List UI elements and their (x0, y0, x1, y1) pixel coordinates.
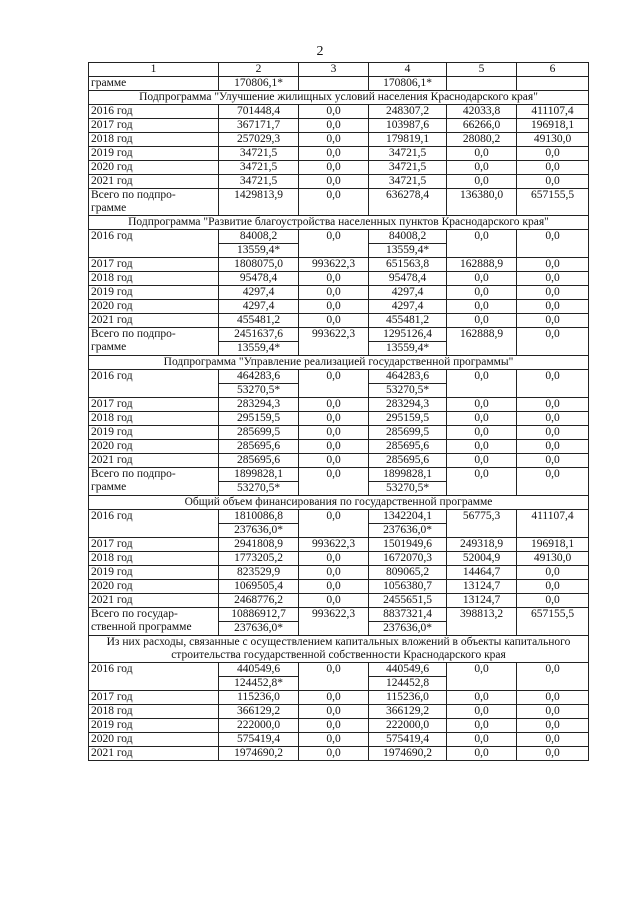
cell-note-value: 53270,5* (219, 481, 299, 495)
cell-c3: 993622,3 (299, 538, 369, 552)
cell-c6: 0,0 (517, 258, 589, 272)
cell-c3: 0,0 (299, 230, 369, 258)
cell-c2: 1429813,9 (219, 189, 299, 216)
cell-c4: 170806,1* (369, 77, 447, 91)
cell-c6: 0,0 (517, 286, 589, 300)
cell-c5: 0,0 (447, 440, 517, 454)
table-row (89, 258, 589, 272)
cell-c2: 1808075,0 (219, 258, 299, 272)
col-header-5: 5 (447, 63, 517, 77)
cell-c4: 636278,4 (369, 189, 447, 216)
row-label: Всего по государ- ственной программе (89, 608, 219, 636)
row-label: 2016 год (89, 370, 219, 398)
cell-c3: 0,0 (299, 719, 369, 733)
cell-note-value: 13559,4* (369, 341, 447, 355)
cell-c3: 0,0 (299, 189, 369, 216)
section-title-row (89, 496, 589, 510)
table-row (89, 161, 589, 175)
cell-value: 464283,6 (236, 370, 281, 382)
cell-c6: 0,0 (517, 719, 589, 733)
cell-c2: 222000,0 (219, 719, 299, 733)
cell-c6: 196918,1 (517, 119, 589, 133)
table-row (89, 705, 589, 719)
cell-value: 2451637,6 (234, 328, 283, 340)
cell-c3: 0,0 (299, 398, 369, 412)
table-row (89, 594, 589, 608)
row-label: 2017 год (89, 119, 219, 133)
cell-c3: 993622,3 (299, 328, 369, 356)
row-label: 2018 год (89, 705, 219, 719)
cell-c6: 0,0 (517, 691, 589, 705)
table-row (89, 719, 589, 733)
cell-c6: 0,0 (517, 230, 589, 258)
cell-c4: 115236,0 (369, 691, 447, 705)
cell-c5: 0,0 (447, 747, 517, 761)
row-label: 2017 год (89, 691, 219, 705)
row-label: 2021 год (89, 594, 219, 608)
cell-c5: 0,0 (447, 691, 517, 705)
cell-c3: 0,0 (299, 272, 369, 286)
cell-c3: 0,0 (299, 510, 369, 538)
cell-c4: 222000,0 (369, 719, 447, 733)
section-title: Общий объем финансирования по государственной программе (89, 496, 589, 510)
cell-c4: 34721,5 (369, 175, 447, 189)
cell-c3: 0,0 (299, 552, 369, 566)
cell-c4: 809065,2 (369, 566, 447, 580)
cell-c2 (219, 328, 299, 356)
row-label: 2020 год (89, 440, 219, 454)
cell-c6: 0,0 (517, 370, 589, 398)
table-row (89, 552, 589, 566)
cell-c3: 0,0 (299, 566, 369, 580)
cell-c5: 0,0 (447, 468, 517, 496)
table-row (89, 314, 589, 328)
section-title-row (89, 216, 589, 230)
row-label: 2017 год (89, 398, 219, 412)
table-row (89, 286, 589, 300)
cell-c6: 411107,4 (517, 105, 589, 119)
cell-c5: 0,0 (447, 314, 517, 328)
cell-c2: 257029,3 (219, 133, 299, 147)
cell-note-value: 53270,5* (369, 383, 447, 397)
header-row (89, 63, 589, 77)
cell-c2: 285695,6 (219, 454, 299, 468)
row-label: 2018 год (89, 272, 219, 286)
table-row (89, 747, 589, 761)
cell-c3: 0,0 (299, 454, 369, 468)
cell-note-value: 53270,5* (219, 383, 299, 397)
row-label: 2019 год (89, 147, 219, 161)
cell-c4: 285695,6 (369, 440, 447, 454)
cell-value: 84008,2 (239, 230, 278, 242)
row-label: 2016 год (89, 230, 219, 258)
row-label: Всего по подпро- грамме (89, 189, 219, 216)
cell-note-value: 13559,4* (369, 243, 447, 257)
table-row (89, 510, 589, 538)
cell-c5: 0,0 (447, 230, 517, 258)
cell-c3: 0,0 (299, 594, 369, 608)
cell-c6: 0,0 (517, 733, 589, 747)
cell-c2: 285695,6 (219, 440, 299, 454)
cell-c3: 0,0 (299, 426, 369, 440)
table-row (89, 412, 589, 426)
cell-c5: 13124,7 (447, 580, 517, 594)
cell-c5: 0,0 (447, 398, 517, 412)
cell-c3: 0,0 (299, 161, 369, 175)
cell-c4: 285695,6 (369, 454, 447, 468)
cell-c4: 103987,6 (369, 119, 447, 133)
cell-c4: 34721,5 (369, 161, 447, 175)
cell-c2 (219, 230, 299, 258)
cell-c6: 0,0 (517, 426, 589, 440)
col-header-1: 1 (89, 63, 219, 77)
cell-c5: 0,0 (447, 454, 517, 468)
table-row (89, 147, 589, 161)
cell-c4 (369, 663, 447, 691)
table-row (89, 398, 589, 412)
cell-c2: 34721,5 (219, 161, 299, 175)
cell-value: 8837321,4 (383, 608, 432, 620)
cell-note-value: 13559,4* (219, 243, 299, 257)
cell-c2: 285699,5 (219, 426, 299, 440)
cell-c6: 0,0 (517, 594, 589, 608)
cell-c3: 0,0 (299, 175, 369, 189)
row-label: 2020 год (89, 300, 219, 314)
cell-c6: 0,0 (517, 440, 589, 454)
cell-value: 440549,6 (236, 663, 281, 675)
cell-c2: 366129,2 (219, 705, 299, 719)
section-title-row (89, 91, 589, 105)
cell-c2 (219, 608, 299, 636)
col-header-2: 2 (219, 63, 299, 77)
cell-value: 84008,2 (388, 230, 427, 242)
table-row (89, 608, 589, 636)
cell-c4: 4297,4 (369, 300, 447, 314)
row-label: 2019 год (89, 286, 219, 300)
cell-c4: 1501949,6 (369, 538, 447, 552)
table-row (89, 663, 589, 691)
cell-value: 1899828,1 (383, 468, 432, 480)
cell-c5: 0,0 (447, 663, 517, 691)
cell-c2: 115236,0 (219, 691, 299, 705)
section-title: Подпрограмма "Управление реализацией государственной программы" (89, 356, 589, 370)
cell-c6: 0,0 (517, 468, 589, 496)
cell-c3: 0,0 (299, 663, 369, 691)
cell-c5: 0,0 (447, 272, 517, 286)
row-label: 2021 год (89, 747, 219, 761)
cell-c3: 0,0 (299, 147, 369, 161)
row-label: грамме (89, 77, 219, 91)
cell-c2: 34721,5 (219, 147, 299, 161)
row-label: 2021 год (89, 454, 219, 468)
cell-c2: 701448,4 (219, 105, 299, 119)
cell-c5: 0,0 (447, 147, 517, 161)
cell-c4: 248307,2 (369, 105, 447, 119)
cell-c6: 0,0 (517, 747, 589, 761)
cell-c5: 0,0 (447, 733, 517, 747)
cell-c3: 0,0 (299, 300, 369, 314)
row-label: 2016 год (89, 663, 219, 691)
section-title-row (89, 636, 589, 663)
section-title: Из них расходы, связанные с осуществлением капитальных вложений в объекты капитального строительства государственной собственности Краснодарского края (89, 636, 589, 663)
table-row (89, 175, 589, 189)
cell-c3: 0,0 (299, 412, 369, 426)
cell-c2: 1773205,2 (219, 552, 299, 566)
cell-c5: 42033,8 (447, 105, 517, 119)
cell-c6: 0,0 (517, 454, 589, 468)
cell-note-value: 237636,0* (219, 523, 299, 537)
cell-c5 (447, 77, 517, 91)
cell-c6: 0,0 (517, 398, 589, 412)
section-title-row (89, 356, 589, 370)
row-label: 2020 год (89, 733, 219, 747)
cell-c5: 162888,9 (447, 258, 517, 272)
table-row (89, 733, 589, 747)
cell-c5: 56775,3 (447, 510, 517, 538)
cell-c3: 993622,3 (299, 258, 369, 272)
row-label: 2017 год (89, 538, 219, 552)
cell-c5: 398813,2 (447, 608, 517, 636)
table-row (89, 300, 589, 314)
cell-c6: 0,0 (517, 412, 589, 426)
cell-c6: 411107,4 (517, 510, 589, 538)
table-row (89, 538, 589, 552)
cell-c3: 0,0 (299, 119, 369, 133)
cell-c2 (219, 510, 299, 538)
cell-note-value: 124452,8* (219, 676, 299, 690)
cell-c6: 0,0 (517, 314, 589, 328)
cell-c5: 0,0 (447, 175, 517, 189)
cell-note-value: 124452,8 (369, 676, 447, 690)
cell-c4: 2455651,5 (369, 594, 447, 608)
cell-c2: 170806,1* (219, 77, 299, 91)
cell-c4: 1974690,2 (369, 747, 447, 761)
table-row (89, 272, 589, 286)
cell-c4: 366129,2 (369, 705, 447, 719)
cell-c5: 14464,7 (447, 566, 517, 580)
row-label: Всего по подпро- грамме (89, 328, 219, 356)
cell-c4: 651563,8 (369, 258, 447, 272)
table-row (89, 440, 589, 454)
cell-c3: 0,0 (299, 580, 369, 594)
cell-c2: 367171,7 (219, 119, 299, 133)
cell-c5: 0,0 (447, 426, 517, 440)
cell-c2: 1974690,2 (219, 747, 299, 761)
cell-c3: 0,0 (299, 705, 369, 719)
section-title: Подпрограмма "Улучшение жилищных условий населения Краснодарского края" (89, 91, 589, 105)
table-row (89, 426, 589, 440)
row-label: 2018 год (89, 412, 219, 426)
cell-c2: 455481,2 (219, 314, 299, 328)
cell-c2: 575419,4 (219, 733, 299, 747)
cell-c5: 0,0 (447, 412, 517, 426)
row-label: Всего по подпро- грамме (89, 468, 219, 496)
cell-c2 (219, 468, 299, 496)
page-number: 2 (316, 44, 324, 59)
cell-c6: 0,0 (517, 161, 589, 175)
table-row (89, 328, 589, 356)
table-row (89, 370, 589, 398)
col-header-4: 4 (369, 63, 447, 77)
cell-c6 (517, 77, 589, 91)
cell-c2 (219, 663, 299, 691)
cell-c6: 657155,5 (517, 608, 589, 636)
cell-c3: 0,0 (299, 747, 369, 761)
row-label: 2019 год (89, 426, 219, 440)
row-label: 2021 год (89, 175, 219, 189)
cell-value: 1342204,1 (383, 510, 432, 522)
cell-c6: 0,0 (517, 566, 589, 580)
financing-table (88, 62, 589, 761)
cell-c5: 13124,7 (447, 594, 517, 608)
cell-c5: 28080,2 (447, 133, 517, 147)
cell-c2: 2468776,2 (219, 594, 299, 608)
row-label: 2018 год (89, 552, 219, 566)
table-row (89, 230, 589, 258)
cell-c5: 0,0 (447, 719, 517, 733)
cell-c4 (369, 468, 447, 496)
cell-note-value: 237636,0* (219, 621, 299, 635)
cell-c6: 0,0 (517, 705, 589, 719)
col-header-6: 6 (517, 63, 589, 77)
cell-c2: 4297,4 (219, 300, 299, 314)
cell-c4: 283294,3 (369, 398, 447, 412)
cell-note-value: 237636,0* (369, 523, 447, 537)
table-row (89, 77, 589, 91)
cell-value: 1295126,4 (383, 328, 432, 340)
cell-c6: 0,0 (517, 300, 589, 314)
row-label: 2016 год (89, 510, 219, 538)
cell-c2: 4297,4 (219, 286, 299, 300)
cell-note-value: 237636,0* (369, 621, 447, 635)
cell-c4 (369, 328, 447, 356)
cell-c4: 455481,2 (369, 314, 447, 328)
table-row (89, 189, 589, 216)
cell-c3: 0,0 (299, 440, 369, 454)
row-label: 2018 год (89, 133, 219, 147)
cell-c6: 0,0 (517, 272, 589, 286)
cell-c3: 0,0 (299, 133, 369, 147)
cell-c3 (299, 77, 369, 91)
cell-value: 1899828,1 (234, 468, 283, 480)
cell-c6: 0,0 (517, 147, 589, 161)
cell-c2: 823529,9 (219, 566, 299, 580)
cell-c3: 0,0 (299, 314, 369, 328)
cell-c6: 657155,5 (517, 189, 589, 216)
table-row (89, 454, 589, 468)
cell-c3: 0,0 (299, 691, 369, 705)
table-row (89, 468, 589, 496)
table-row (89, 566, 589, 580)
cell-c4: 1056380,7 (369, 580, 447, 594)
cell-c3: 0,0 (299, 286, 369, 300)
cell-c5: 136380,0 (447, 189, 517, 216)
table-body (89, 77, 589, 761)
cell-c2: 34721,5 (219, 175, 299, 189)
cell-c4 (369, 370, 447, 398)
cell-note-value: 53270,5* (369, 481, 447, 495)
table-row (89, 691, 589, 705)
cell-c4 (369, 608, 447, 636)
row-label: 2017 год (89, 258, 219, 272)
cell-c2: 95478,4 (219, 272, 299, 286)
cell-c5: 66266,0 (447, 119, 517, 133)
cell-c5: 52004,9 (447, 552, 517, 566)
cell-c5: 249318,9 (447, 538, 517, 552)
cell-c6: 0,0 (517, 663, 589, 691)
cell-c3: 0,0 (299, 733, 369, 747)
cell-c3: 0,0 (299, 105, 369, 119)
section-title: Подпрограмма "Развитие благоустройства населенных пунктов Краснодарского края" (89, 216, 589, 230)
cell-c5: 0,0 (447, 300, 517, 314)
cell-c4: 285699,5 (369, 426, 447, 440)
table-row (89, 105, 589, 119)
cell-c2: 1069505,4 (219, 580, 299, 594)
cell-c4: 1672070,3 (369, 552, 447, 566)
cell-value: 1810086,8 (234, 510, 283, 522)
cell-c4: 179819,1 (369, 133, 447, 147)
cell-c6: 196918,1 (517, 538, 589, 552)
cell-c2: 283294,3 (219, 398, 299, 412)
row-label: 2016 год (89, 105, 219, 119)
cell-note-value: 13559,4* (219, 341, 299, 355)
cell-c3: 993622,3 (299, 608, 369, 636)
row-label: 2020 год (89, 161, 219, 175)
table-row (89, 580, 589, 594)
cell-c5: 162888,9 (447, 328, 517, 356)
cell-c6: 49130,0 (517, 552, 589, 566)
row-label: 2019 год (89, 719, 219, 733)
table-row (89, 133, 589, 147)
cell-c3: 0,0 (299, 468, 369, 496)
cell-c5: 0,0 (447, 286, 517, 300)
cell-c4: 575419,4 (369, 733, 447, 747)
cell-value: 440549,6 (385, 663, 430, 675)
row-label: 2020 год (89, 580, 219, 594)
cell-c6: 0,0 (517, 328, 589, 356)
row-label: 2019 год (89, 566, 219, 580)
cell-c5: 0,0 (447, 705, 517, 719)
cell-c4: 295159,5 (369, 412, 447, 426)
cell-c2: 2941808,9 (219, 538, 299, 552)
cell-c4: 95478,4 (369, 272, 447, 286)
cell-c6: 0,0 (517, 580, 589, 594)
cell-c4: 4297,4 (369, 286, 447, 300)
cell-c2: 295159,5 (219, 412, 299, 426)
row-label: 2021 год (89, 314, 219, 328)
cell-c4 (369, 510, 447, 538)
cell-value: 464283,6 (385, 370, 430, 382)
cell-c5: 0,0 (447, 370, 517, 398)
cell-value: 10886912,7 (231, 608, 286, 620)
cell-c4 (369, 230, 447, 258)
cell-c3: 0,0 (299, 370, 369, 398)
table-row (89, 119, 589, 133)
cell-c5: 0,0 (447, 161, 517, 175)
cell-c4: 34721,5 (369, 147, 447, 161)
cell-c6: 49130,0 (517, 133, 589, 147)
cell-c2 (219, 370, 299, 398)
col-header-3: 3 (299, 63, 369, 77)
cell-c6: 0,0 (517, 175, 589, 189)
